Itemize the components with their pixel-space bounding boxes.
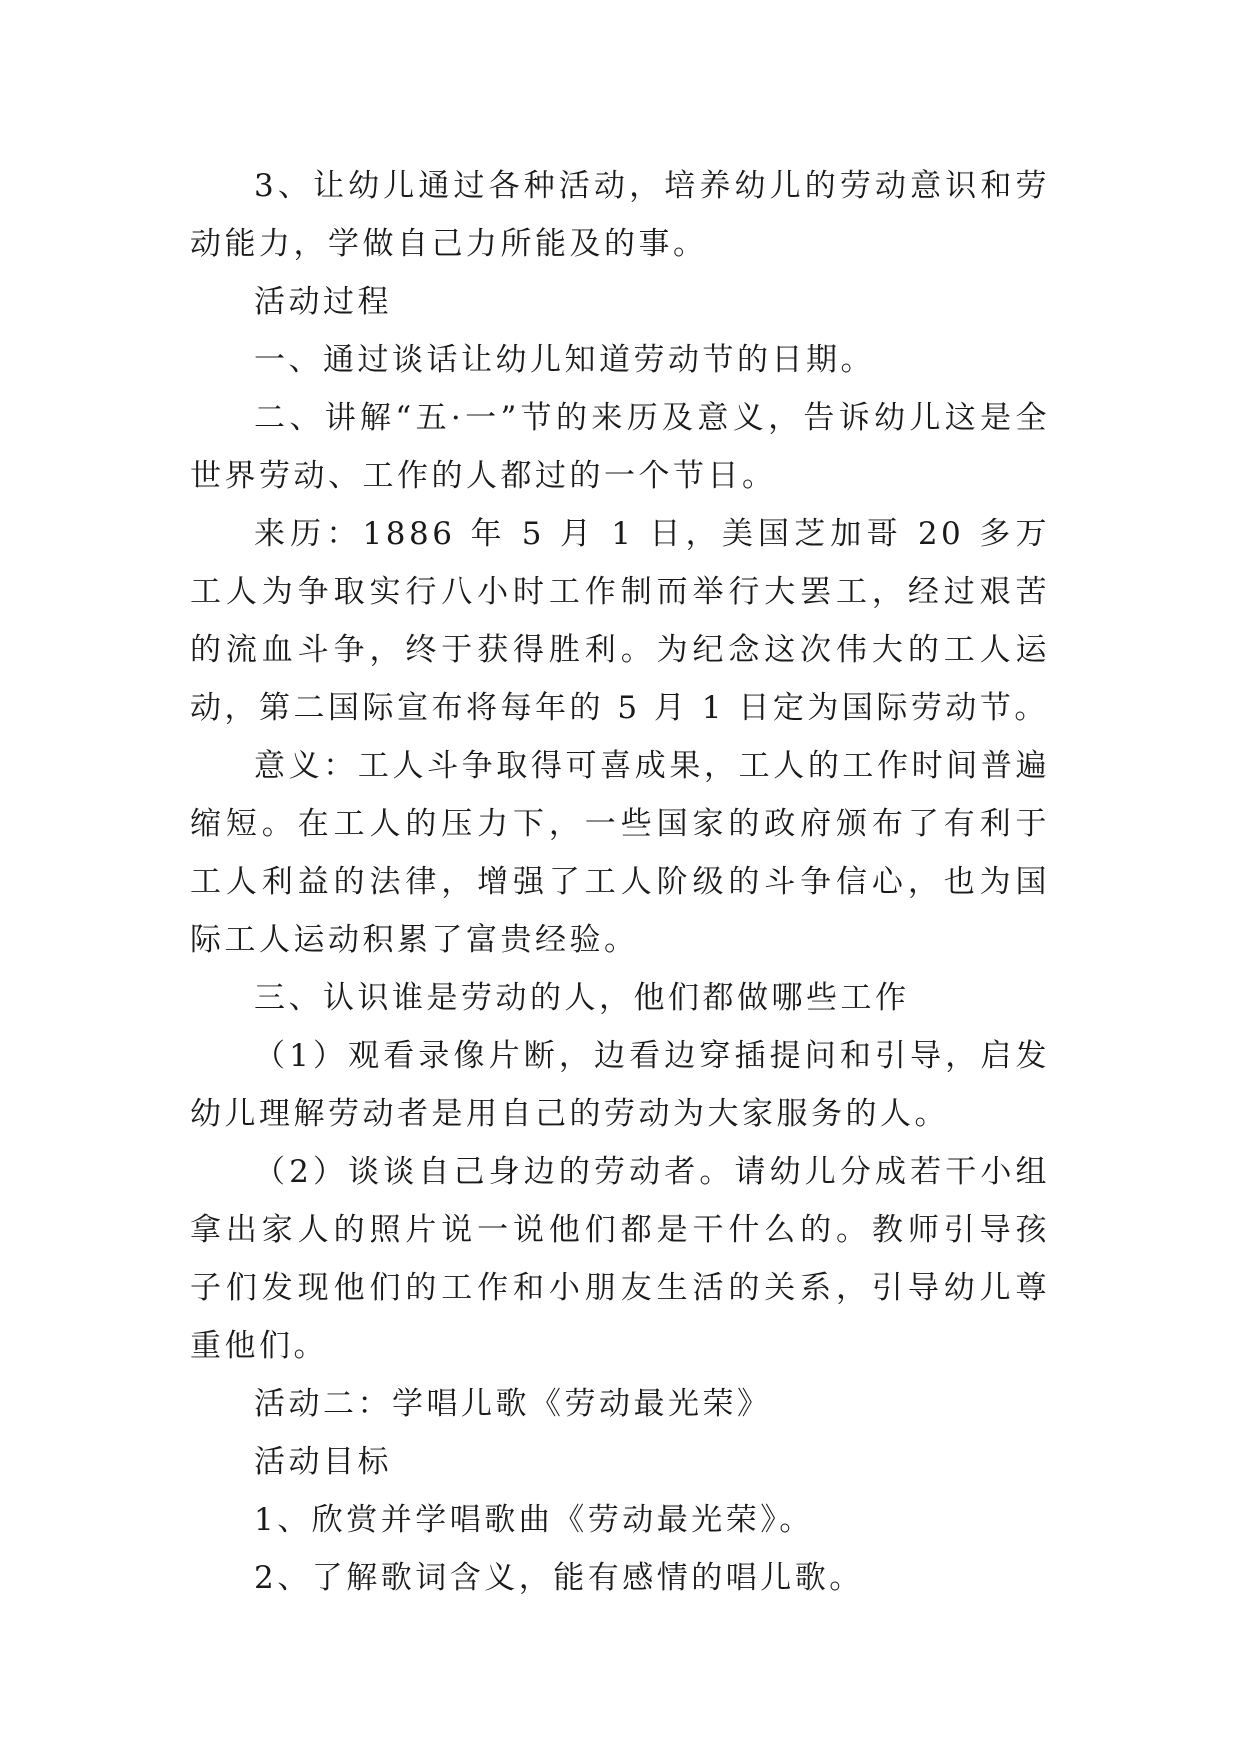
paragraph-step-2: 二、讲解“五·一”节的来历及意义，告诉幼儿这是全世界劳动、工作的人都过的一个节日。 — [190, 400, 1050, 494]
document-body — [190, 157, 1050, 1607]
paragraph-goal-3: 3、让幼儿通过各种活动，培养幼儿的劳动意识和劳动能力，学做自己力所能及的事。 — [190, 168, 1050, 262]
paragraph-substep-2: （2）谈谈自己身边的劳动者。请幼儿分成若干小组拿出家人的照片说一说他们都是干什么的。教师引导孩子们发现他们的工作和小朋友生活的关系，引导幼儿尊重他们。 — [190, 1154, 1050, 1364]
paragraph-step-1: 一、通过谈话让幼儿知道劳动节的日期。 — [254, 342, 875, 378]
paragraph-goal-2: 2、了解歌词含义，能有感情的唱儿歌。 — [254, 1560, 864, 1596]
paragraph-meaning: 意义：工人斗争取得可喜成果，工人的工作时间普遍缩短。在工人的压力下，一些国家的政府颁布了有利于工人利益的法律，增强了工人阶级的斗争信心，也为国际工人运动积累了富贵经验。 — [190, 748, 1050, 958]
heading-activity-process: 活动过程 — [254, 284, 392, 320]
paragraph-step-3: 三、认识谁是劳动的人，他们都做哪些工作 — [254, 980, 910, 1016]
paragraph-substep-1: （1）观看录像片断，边看边穿插提问和引导，启发幼儿理解劳动者是用自己的劳动为大家服务的人。 — [190, 1038, 1050, 1132]
paragraph-goal-1: 1、欣赏并学唱歌曲《劳动最光荣》。 — [254, 1502, 814, 1538]
heading-activity-goals: 活动目标 — [254, 1444, 392, 1480]
heading-activity-two: 活动二：学唱儿歌《劳动最光荣》 — [254, 1386, 772, 1422]
paragraph-origin: 来历：1886 年 5 月 1 日，美国芝加哥 20 多万工人为争取实行八小时工作制而举行大罢工，经过艰苦的流血斗争，终于获得胜利。为纪念这次伟大的工人运动，第二国际宣布将每年的 5 月 1 日定为国际劳动节。 — [190, 516, 1050, 726]
